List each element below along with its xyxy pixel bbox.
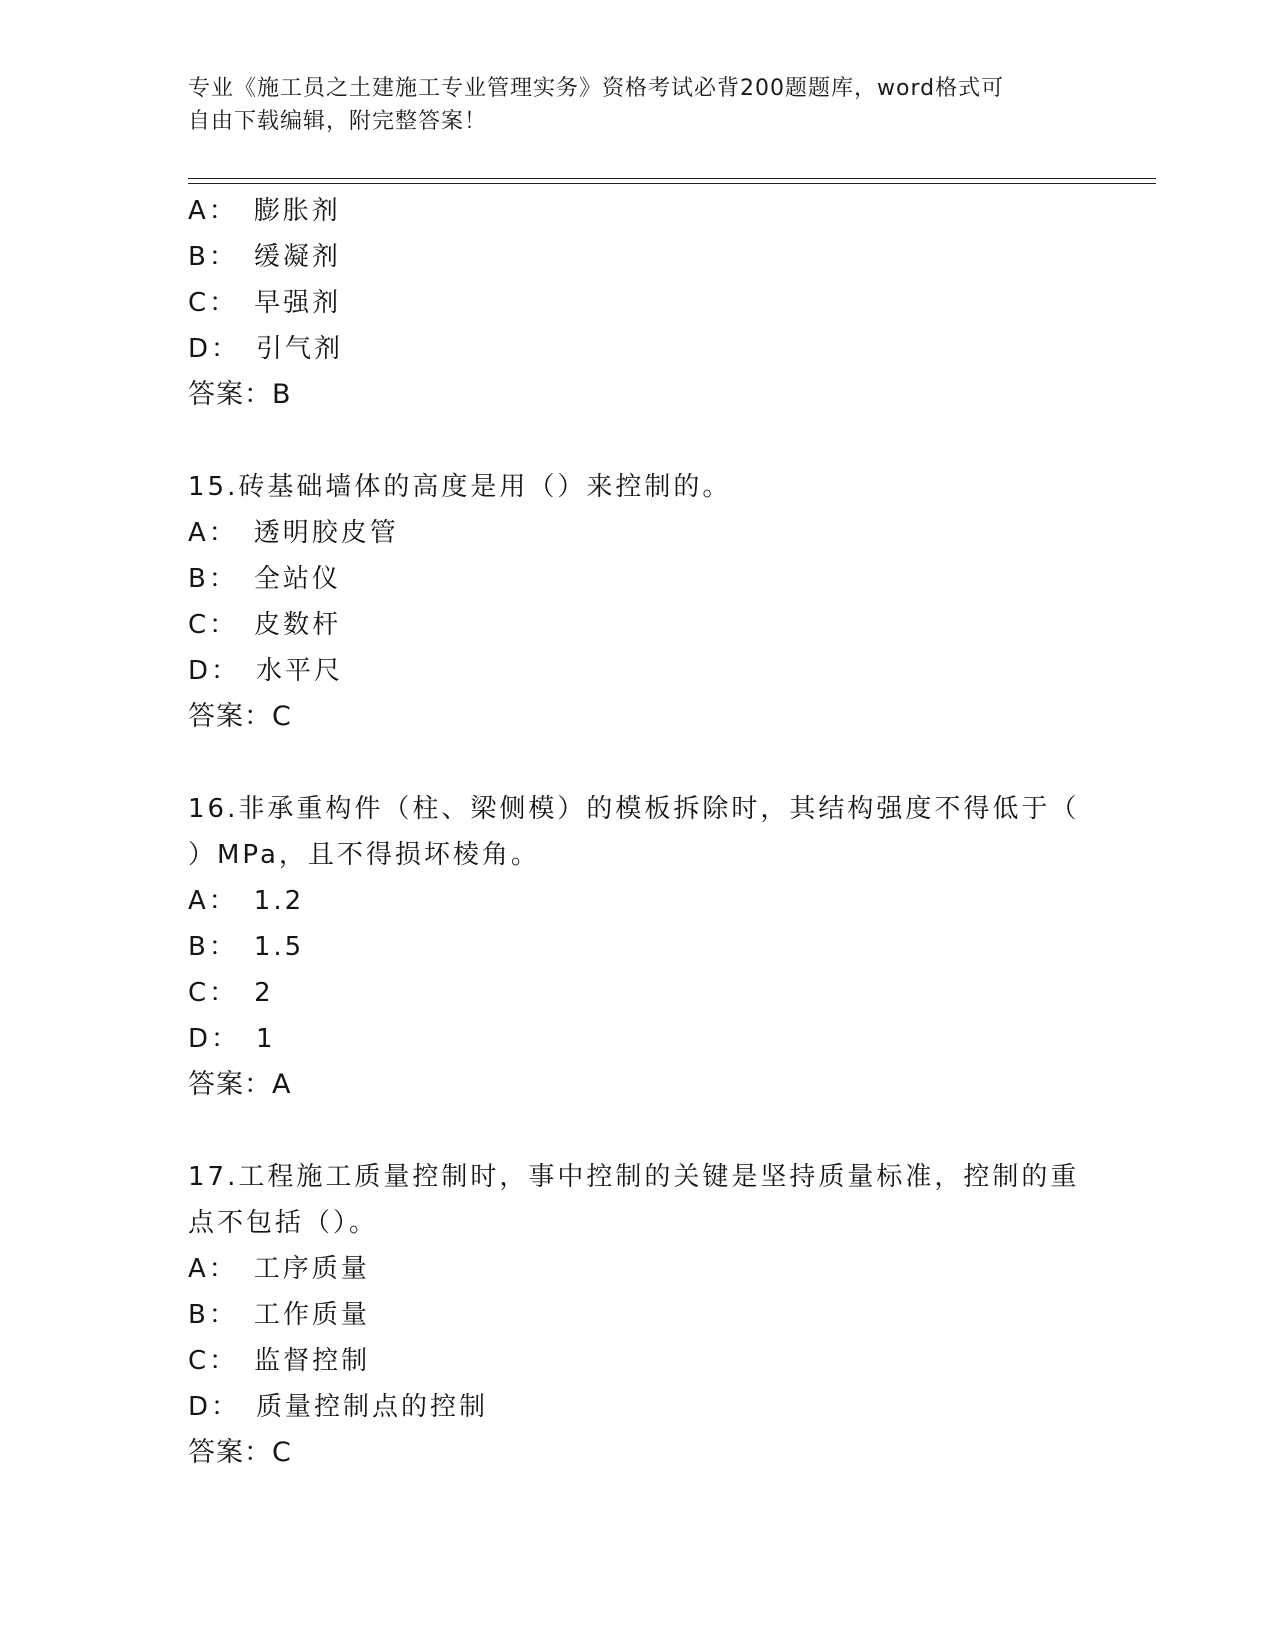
header-divider-top [188, 178, 1156, 179]
option-text: 1 [256, 1024, 276, 1054]
option-key: C： [188, 978, 239, 1008]
question-block-15 [188, 464, 1088, 740]
option-key: B： [188, 932, 238, 962]
question-block-16 [188, 786, 1088, 1108]
question-block-17 [188, 1154, 1088, 1476]
option-text: 水平尺 [256, 656, 344, 686]
document-header [188, 72, 1068, 138]
answer-line: 答案：C [188, 701, 292, 732]
option-key: B： [188, 1300, 238, 1330]
spacer [188, 418, 1088, 464]
option-key: C： [188, 610, 239, 640]
option-text: 透明胶皮管 [253, 518, 399, 548]
option-key: A： [188, 518, 238, 548]
option-text: 缓凝剂 [253, 242, 341, 272]
option-key: C： [188, 1346, 239, 1376]
option-key: D： [188, 656, 241, 686]
option-a [188, 878, 1088, 924]
option-key: D： [188, 1392, 241, 1422]
question-stem: 17.工程施工质量控制时，事中控制的关键是坚持质量标准，控制的重 [188, 1162, 1080, 1192]
option-a [188, 1246, 1088, 1292]
option-d [188, 1384, 1088, 1430]
spacer [188, 1108, 1088, 1154]
option-key: A： [188, 196, 238, 226]
option-b [188, 924, 1088, 970]
option-key: D： [188, 1024, 241, 1054]
option-b [188, 556, 1088, 602]
option-d [188, 326, 1088, 372]
option-key: B： [188, 564, 238, 594]
option-key: A： [188, 1254, 238, 1284]
option-text: 监督控制 [254, 1346, 371, 1376]
option-text: 1.5 [253, 932, 305, 962]
option-text: 引气剂 [256, 334, 344, 364]
option-key: B： [188, 242, 238, 272]
option-c [188, 602, 1088, 648]
answer-line: 答案：C [188, 1437, 292, 1468]
answer-line: 答案：A [188, 1069, 292, 1100]
option-key: D： [188, 334, 241, 364]
option-text: 膨胀剂 [253, 196, 341, 226]
option-text: 质量控制点的控制 [256, 1392, 489, 1422]
option-text: 2 [254, 978, 274, 1008]
question-list [188, 188, 1088, 1476]
option-c [188, 1338, 1088, 1384]
header-title-line-1: 专业《施工员之土建施工专业管理实务》资格考试必背200题题库，word格式可 [188, 76, 1005, 101]
question-stem: 15.砖基础墙体的高度是用（）来控制的。 [188, 472, 732, 502]
question-stem-continued: 点不包括（）。 [188, 1208, 379, 1238]
option-text: 皮数杆 [254, 610, 342, 640]
option-d [188, 648, 1088, 694]
option-a [188, 188, 1088, 234]
option-key: A： [188, 886, 238, 916]
question-stem-continued: ）MPa，且不得损坏棱角。 [188, 840, 540, 870]
option-b [188, 1292, 1088, 1338]
spacer [188, 740, 1088, 786]
header-title-line-2: 自由下载编辑，附完整答案！ [188, 109, 488, 134]
option-text: 1.2 [253, 886, 305, 916]
option-text: 工作质量 [253, 1300, 370, 1330]
question-stem: 16.非承重构件（柱、梁侧模）的模板拆除时，其结构强度不得低于（ [188, 794, 1080, 824]
option-b [188, 234, 1088, 280]
header-divider-bottom [188, 183, 1156, 184]
option-key: C： [188, 288, 239, 318]
option-a [188, 510, 1088, 556]
answer-line: 答案：B [188, 379, 292, 410]
question-block-prev [188, 188, 1088, 418]
option-text: 全站仪 [253, 564, 341, 594]
option-text: 早强剂 [254, 288, 342, 318]
option-c [188, 970, 1088, 1016]
option-d [188, 1016, 1088, 1062]
option-c [188, 280, 1088, 326]
option-text: 工序质量 [253, 1254, 370, 1284]
